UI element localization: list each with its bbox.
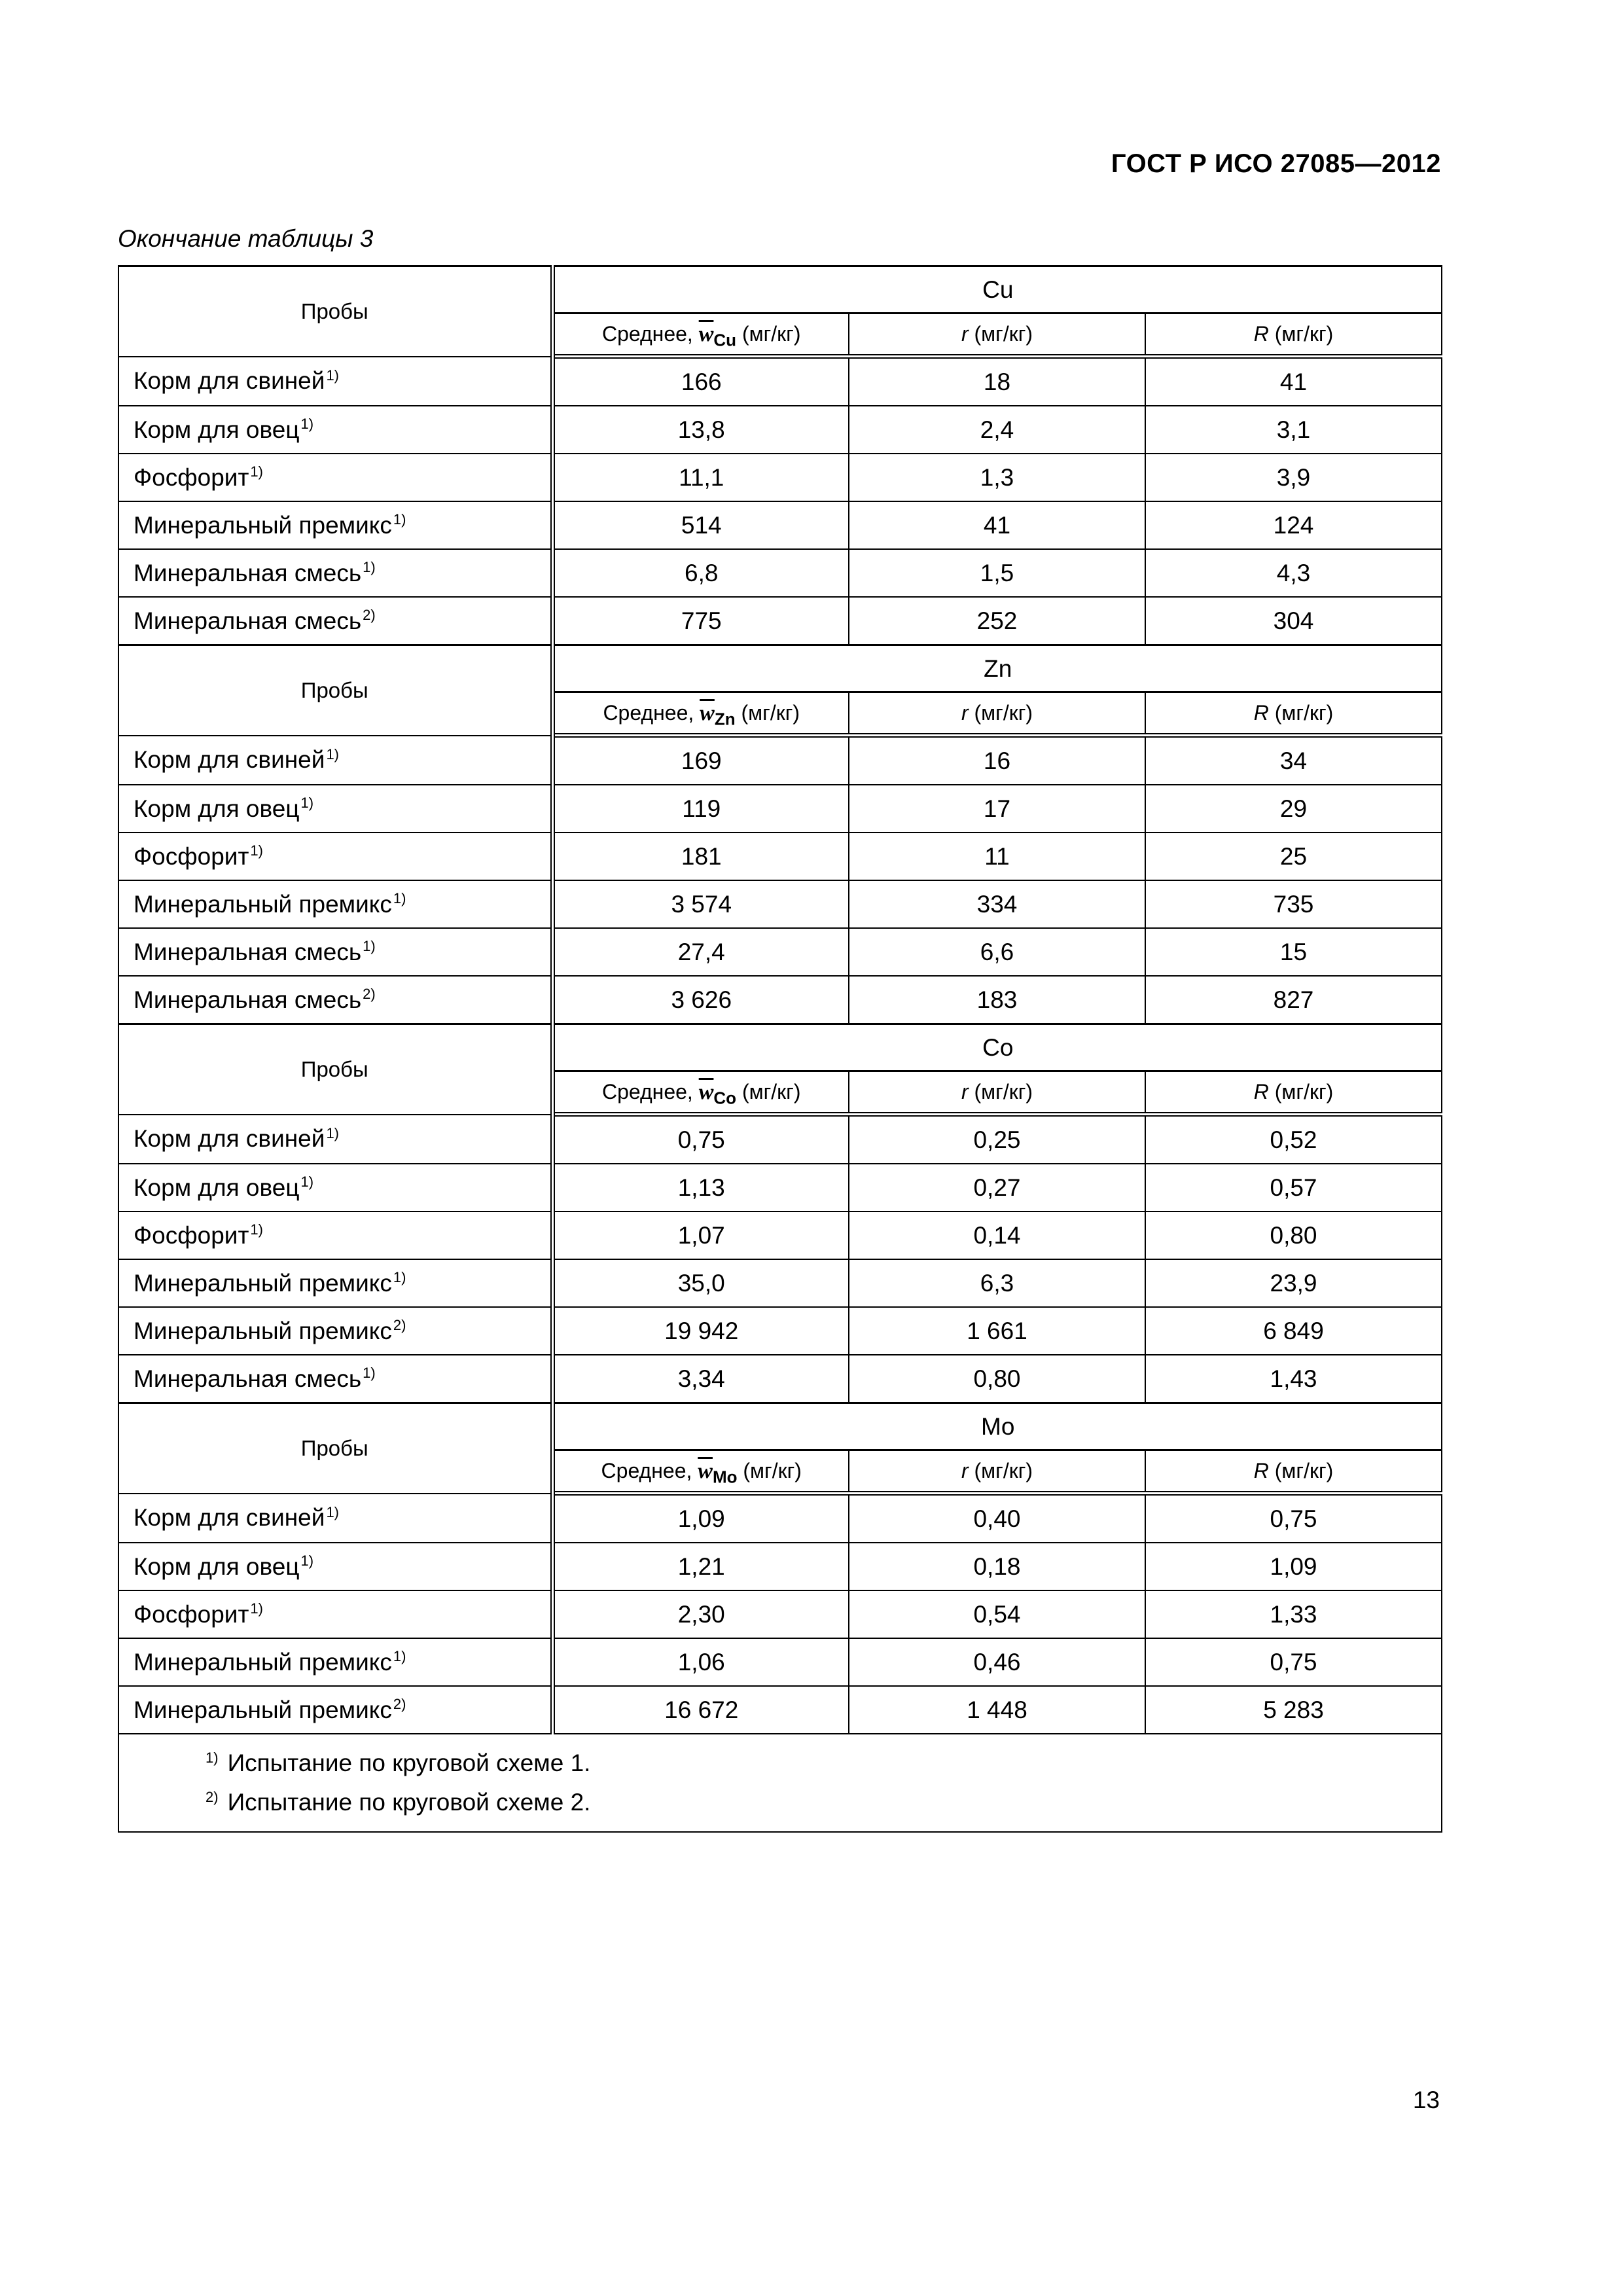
footnote-ref: 1) [300, 1174, 314, 1191]
mean-prefix: Среднее, [603, 700, 694, 725]
table-caption: Окончание таблицы 3 [118, 225, 374, 252]
r-value: 183 [849, 976, 1145, 1024]
sample-name: Корм для овец [134, 1174, 300, 1201]
w-subscript: Zn [714, 708, 736, 728]
r-value: 334 [849, 880, 1145, 928]
footnote-ref: 2) [393, 1317, 406, 1334]
R-value: 1,09 [1145, 1543, 1442, 1590]
table-row [118, 880, 1442, 928]
footnote-ref: 2) [393, 1696, 406, 1713]
footnote-ref: 1) [363, 938, 376, 955]
element-header [552, 645, 1442, 692]
sample-name-cell [118, 736, 552, 785]
sample-name: Корм для свиней [134, 1125, 325, 1153]
document-id: ГОСТ Р ИСО 27085—2012 [1111, 149, 1441, 178]
w-symbol: $\overline{w}$ [700, 700, 715, 725]
footnotes-cell [118, 1734, 1442, 1832]
table-row [118, 785, 1442, 833]
mean-value: 27,4 [552, 928, 849, 976]
r-value: 2,4 [849, 406, 1145, 454]
footnote-ref: 2) [363, 607, 376, 624]
R-value: 34 [1145, 736, 1442, 785]
sample-name: Минеральная смесь [134, 938, 362, 965]
results-table-body [118, 266, 1442, 1833]
R-value: 41 [1145, 357, 1442, 406]
R-column-header [1145, 1071, 1442, 1115]
sample-name-cell [118, 549, 552, 597]
r-value: 0,46 [849, 1638, 1145, 1686]
mean-value: 35,0 [552, 1259, 849, 1307]
element-symbol: Mo [981, 1412, 1015, 1440]
r-value: 17 [849, 785, 1145, 833]
sample-name-cell [118, 833, 552, 880]
footnote-text: Испытание по круговой схеме 1. [227, 1749, 591, 1776]
sample-name: Минеральная смесь [134, 607, 362, 634]
r-value: 1,3 [849, 454, 1145, 501]
R-column-header [1145, 1450, 1442, 1494]
mean-value: 0,75 [552, 1115, 849, 1164]
table-row [118, 976, 1442, 1024]
element-header [552, 266, 1442, 314]
block-header-row [118, 645, 1442, 692]
mean-value: 2,30 [552, 1590, 849, 1638]
block-header-row [118, 266, 1442, 314]
r-unit: (мг/кг) [974, 1459, 1033, 1482]
sample-name-cell [118, 1307, 552, 1355]
table-row [118, 406, 1442, 454]
mean-value: 1,06 [552, 1638, 849, 1686]
sample-name: Фосфорит [134, 1221, 249, 1249]
R-symbol: R [1253, 1459, 1269, 1482]
R-column-header [1145, 692, 1442, 736]
sample-name-cell [118, 454, 552, 501]
sample-name-cell [118, 1164, 552, 1211]
R-symbol: R [1253, 322, 1269, 346]
R-unit: (мг/кг) [1274, 701, 1334, 725]
table-row [118, 1590, 1442, 1638]
R-value: 304 [1145, 597, 1442, 645]
r-column-header [849, 314, 1145, 357]
r-value: 0,14 [849, 1211, 1145, 1259]
r-symbol: r [961, 701, 969, 725]
r-column-header [849, 692, 1145, 736]
R-unit: (мг/кг) [1274, 1080, 1334, 1103]
sample-name: Минеральный премикс [134, 1648, 392, 1676]
sample-name-cell [118, 1259, 552, 1307]
sample-name-cell [118, 1590, 552, 1638]
footnote-ref: 1) [326, 1124, 339, 1141]
probe-column-header [118, 1403, 552, 1494]
mean-unit: (мг/кг) [741, 321, 801, 346]
footnote [119, 1783, 1441, 1822]
sample-name-cell [118, 1115, 552, 1164]
sample-name: Корм для свиней [134, 1504, 325, 1532]
footnote-ref: 1) [250, 463, 263, 480]
r-unit: (мг/кг) [974, 322, 1033, 346]
mean-unit: (мг/кг) [741, 1079, 801, 1103]
sample-name-cell [118, 597, 552, 645]
footnote-ref: 1) [326, 367, 339, 384]
R-unit: (мг/кг) [1274, 1459, 1334, 1482]
footnote-ref: 1) [363, 559, 376, 576]
table-row [118, 549, 1442, 597]
table-row [118, 1164, 1442, 1211]
R-value: 23,9 [1145, 1259, 1442, 1307]
mean-value: 19 942 [552, 1307, 849, 1355]
r-value: 0,80 [849, 1355, 1145, 1403]
sample-name: Минеральная смесь [134, 986, 362, 1013]
footnote-ref: 1) [393, 890, 406, 907]
r-column-header [849, 1071, 1145, 1115]
footnote-ref: 1) [393, 1269, 406, 1286]
element-symbol: Cu [982, 276, 1014, 303]
footnote-ref: 1) [300, 1552, 314, 1570]
r-value: 6,3 [849, 1259, 1145, 1307]
footnote-text: Испытание по круговой схеме 2. [227, 1789, 591, 1816]
R-value: 3,9 [1145, 454, 1442, 501]
w-symbol: $\overline{w}$ [698, 1458, 713, 1483]
sample-name-cell [118, 976, 552, 1024]
table-row [118, 833, 1442, 880]
sample-name-cell [118, 501, 552, 549]
sample-name-cell [118, 1543, 552, 1590]
table-row [118, 1355, 1442, 1403]
probe-label: Пробы [300, 677, 368, 702]
R-value: 735 [1145, 880, 1442, 928]
R-value: 124 [1145, 501, 1442, 549]
R-value: 29 [1145, 785, 1442, 833]
footnotes-row [118, 1734, 1442, 1832]
w-subscript: Cu [713, 329, 737, 350]
sample-name: Минеральный премикс [134, 1269, 392, 1297]
r-value: 41 [849, 501, 1145, 549]
sample-name: Корм для овец [134, 795, 300, 822]
mean-value: 1,21 [552, 1543, 849, 1590]
r-unit: (мг/кг) [974, 701, 1033, 725]
footnote-ref: 1) [300, 795, 314, 812]
r-symbol: r [961, 1080, 969, 1103]
probe-column-header [118, 1024, 552, 1115]
table-row [118, 501, 1442, 549]
r-symbol: r [961, 1459, 969, 1482]
table-row [118, 1307, 1442, 1355]
mean-column-header [552, 1450, 849, 1494]
sample-name-cell [118, 928, 552, 976]
table-row [118, 928, 1442, 976]
table-row [118, 1259, 1442, 1307]
R-column-header [1145, 314, 1442, 357]
mean-value: 119 [552, 785, 849, 833]
r-value: 1 661 [849, 1307, 1145, 1355]
footnote [119, 1744, 1441, 1783]
sample-name: Фосфорит [134, 1600, 249, 1628]
r-value: 252 [849, 597, 1145, 645]
R-value: 1,43 [1145, 1355, 1442, 1403]
mean-value: 3 574 [552, 880, 849, 928]
R-value: 15 [1145, 928, 1442, 976]
table-row [118, 357, 1442, 406]
mean-unit: (мг/кг) [741, 700, 800, 725]
element-header [552, 1403, 1442, 1450]
mean-value: 3 626 [552, 976, 849, 1024]
results-table [118, 265, 1442, 1833]
footnote-ref: 1) [250, 1221, 263, 1238]
sample-name: Корм для свиней [134, 746, 325, 774]
r-unit: (мг/кг) [974, 1080, 1033, 1103]
sample-name-cell [118, 1355, 552, 1403]
r-value: 0,25 [849, 1115, 1145, 1164]
sample-name-cell [118, 785, 552, 833]
R-value: 0,52 [1145, 1115, 1442, 1164]
R-value: 1,33 [1145, 1590, 1442, 1638]
footnote-mark: 2) [205, 1788, 219, 1805]
page-number: 13 [1412, 2087, 1440, 2113]
mean-value: 1,07 [552, 1211, 849, 1259]
mean-value: 166 [552, 357, 849, 406]
element-symbol: Zn [984, 655, 1012, 682]
sample-name-cell [118, 1638, 552, 1686]
sample-name: Минеральный премикс [134, 1317, 392, 1344]
sample-name: Фосфорит [134, 463, 249, 491]
sample-name: Корм для овец [134, 1552, 300, 1580]
sample-name-cell [118, 357, 552, 406]
mean-column-header [552, 692, 849, 736]
sample-name-cell [118, 1211, 552, 1259]
r-value: 11 [849, 833, 1145, 880]
r-value: 16 [849, 736, 1145, 785]
mean-value: 775 [552, 597, 849, 645]
footnote-ref: 1) [393, 511, 406, 528]
R-value: 0,80 [1145, 1211, 1442, 1259]
mean-value: 169 [552, 736, 849, 785]
r-value: 0,27 [849, 1164, 1145, 1211]
R-value: 0,57 [1145, 1164, 1442, 1211]
footnote-ref: 1) [250, 1600, 263, 1617]
sample-name: Корм для свиней [134, 367, 325, 395]
footnote-ref: 1) [250, 842, 263, 859]
R-value: 5 283 [1145, 1686, 1442, 1734]
sample-name: Минеральный премикс [134, 890, 392, 918]
mean-value: 6,8 [552, 549, 849, 597]
table-row [118, 1494, 1442, 1543]
footnote-ref: 1) [300, 416, 314, 433]
probe-label: Пробы [300, 298, 368, 323]
w-subscript: Co [713, 1087, 737, 1107]
footnote-ref: 1) [393, 1648, 406, 1665]
mean-prefix: Среднее, [601, 1079, 693, 1103]
footnote-ref: 1) [363, 1365, 376, 1382]
sample-name-cell [118, 1494, 552, 1543]
r-value: 1 448 [849, 1686, 1145, 1734]
r-value: 0,54 [849, 1590, 1145, 1638]
sample-name-cell [118, 406, 552, 454]
mean-value: 16 672 [552, 1686, 849, 1734]
mean-value: 1,09 [552, 1494, 849, 1543]
mean-value: 181 [552, 833, 849, 880]
footnote-ref: 1) [326, 1503, 339, 1520]
block-header-row [118, 1024, 1442, 1071]
block-header-row [118, 1403, 1442, 1450]
R-value: 827 [1145, 976, 1442, 1024]
sample-name: Фосфорит [134, 842, 249, 870]
sample-name: Корм для овец [134, 416, 300, 443]
mean-prefix: Среднее, [601, 321, 693, 346]
sample-name: Минеральная смесь [134, 559, 362, 586]
R-value: 3,1 [1145, 406, 1442, 454]
R-value: 0,75 [1145, 1638, 1442, 1686]
r-value: 6,6 [849, 928, 1145, 976]
probe-label: Пробы [300, 1056, 368, 1081]
mean-value: 13,8 [552, 406, 849, 454]
R-symbol: R [1253, 1080, 1269, 1103]
mean-prefix: Среднее, [601, 1458, 692, 1482]
sample-name-cell [118, 1686, 552, 1734]
table-row [118, 736, 1442, 785]
mean-value: 3,34 [552, 1355, 849, 1403]
footnote-ref: 1) [326, 745, 339, 762]
mean-column-header [552, 314, 849, 357]
mean-column-header [552, 1071, 849, 1115]
r-value: 0,18 [849, 1543, 1145, 1590]
mean-value: 11,1 [552, 454, 849, 501]
w-symbol: $\overline{w}$ [698, 1079, 714, 1104]
w-subscript: Mo [712, 1466, 738, 1486]
footnote-ref: 2) [363, 986, 376, 1003]
table-row [118, 1686, 1442, 1734]
sample-name: Минеральная смесь [134, 1365, 362, 1392]
R-value: 25 [1145, 833, 1442, 880]
mean-unit: (мг/кг) [743, 1458, 802, 1482]
table-row [118, 1211, 1442, 1259]
mean-value: 514 [552, 501, 849, 549]
r-value: 18 [849, 357, 1145, 406]
r-symbol: r [961, 322, 969, 346]
R-value: 0,75 [1145, 1494, 1442, 1543]
r-value: 0,40 [849, 1494, 1145, 1543]
probe-column-header [118, 645, 552, 736]
R-unit: (мг/кг) [1274, 322, 1334, 346]
w-symbol: $\overline{w}$ [698, 321, 714, 346]
probe-column-header [118, 266, 552, 357]
r-column-header [849, 1450, 1145, 1494]
r-value: 1,5 [849, 549, 1145, 597]
table-row [118, 1638, 1442, 1686]
R-symbol: R [1253, 701, 1269, 725]
table-row [118, 1543, 1442, 1590]
sample-name: Минеральный премикс [134, 1696, 392, 1723]
table-row [118, 597, 1442, 645]
probe-label: Пробы [300, 1435, 368, 1460]
R-value: 4,3 [1145, 549, 1442, 597]
sample-name: Минеральный премикс [134, 511, 392, 539]
table-row [118, 454, 1442, 501]
table-row [118, 1115, 1442, 1164]
R-value: 6 849 [1145, 1307, 1442, 1355]
mean-value: 1,13 [552, 1164, 849, 1211]
element-symbol: Co [982, 1033, 1014, 1061]
footnote-mark: 1) [205, 1749, 219, 1766]
sample-name-cell [118, 880, 552, 928]
element-header [552, 1024, 1442, 1071]
